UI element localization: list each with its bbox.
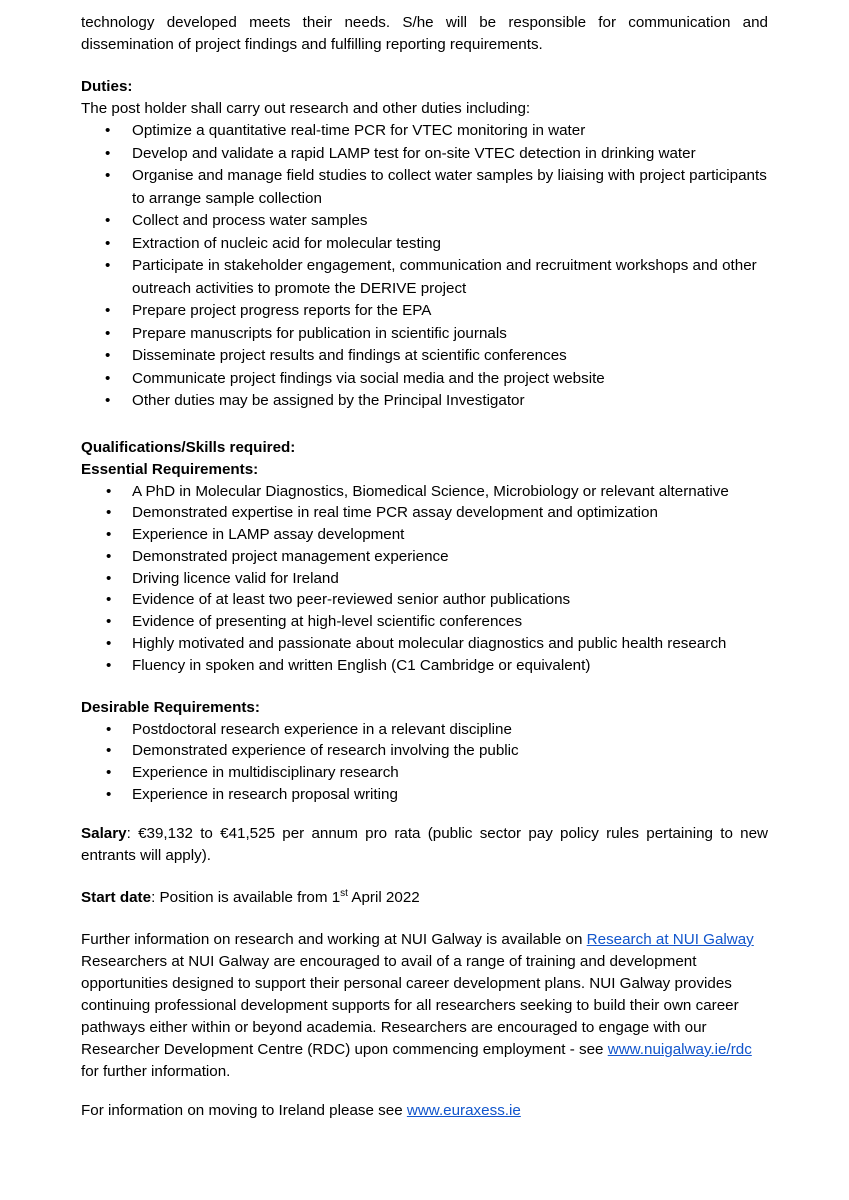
bullet-icon: • <box>106 613 112 631</box>
bullet-icon: • <box>106 569 112 587</box>
duties-list <box>81 120 768 413</box>
ordinal-suffix: st <box>340 887 348 899</box>
start-date-paragraph: Start date: Position is available from 1st April 2022 <box>81 887 420 906</box>
list-item: • Prepare project progress reports for the EPA <box>81 300 768 323</box>
start-date-label: Start date <box>81 888 152 906</box>
list-item: • Highly motivated and passionate about molecular diagnostics and public health research <box>81 633 768 655</box>
bullet-icon: • <box>106 786 112 804</box>
list-item: • Driving licence valid for Ireland <box>81 568 768 590</box>
list-item: • Fluency in spoken and written English (C1 Cambridge or equivalent) <box>81 655 768 677</box>
list-item: • Extraction of nucleic acid for molecular testing <box>81 233 768 256</box>
bullet-icon: • <box>106 635 112 653</box>
list-item: • Other duties may be assigned by the Principal Investigator <box>81 390 768 413</box>
bullet-icon: • <box>106 547 112 565</box>
list-item: • Collect and process water samples <box>81 210 768 233</box>
list-item: • Demonstrated expertise in real time PCR assay development and optimization <box>81 502 768 524</box>
list-item: • Experience in multidisciplinary research <box>81 762 768 784</box>
duties-heading: Duties: <box>81 78 133 95</box>
research-at-nui-galway-link[interactable]: Research at NUI Galway <box>586 930 754 948</box>
essential-list <box>81 481 768 677</box>
bullet-icon: • <box>106 591 112 609</box>
desirable-heading: Desirable Requirements: <box>81 698 260 716</box>
list-item: • Communicate project findings via social media and the project website <box>81 368 768 391</box>
list-item: • Develop and validate a rapid LAMP test for on-site VTEC detection in drinking water <box>81 143 768 166</box>
bullet-icon: • <box>106 742 112 760</box>
list-item: • Organise and manage field studies to collect water samples by liaising with project participants to arrange sample collection <box>105 167 767 207</box>
bullet-icon: • <box>105 392 111 409</box>
list-item: • Postdoctoral research experience in a relevant discipline <box>81 719 768 741</box>
qualifications-heading: Qualifications/Skills required: <box>81 438 296 456</box>
bullet-icon: • <box>105 122 111 139</box>
rdc-link[interactable]: www.nuigalway.ie/rdc <box>607 1040 752 1058</box>
document-page <box>81 12 768 1122</box>
salary-paragraph <box>81 823 768 867</box>
list-item: • Demonstrated project management experience <box>81 546 768 568</box>
list-item: • Prepare manuscripts for publication in scientific journals <box>81 323 768 346</box>
bullet-icon: • <box>106 764 112 782</box>
list-item: • Experience in research proposal writing <box>81 784 768 806</box>
bullet-icon: • <box>105 167 111 184</box>
bullet-icon: • <box>105 347 111 364</box>
salary-label: Salary <box>81 824 127 842</box>
bullet-icon: • <box>106 482 112 500</box>
bullet-icon: • <box>105 324 111 342</box>
euraxess-link[interactable]: www.euraxess.ie <box>406 1101 521 1119</box>
list-item: • Experience in LAMP assay development <box>81 524 768 546</box>
bullet-icon: • <box>105 212 111 229</box>
list-item: • Demonstrated experience of research involving the public <box>81 740 768 762</box>
moving-info-paragraph: For information on moving to Ireland please see www.euraxess.ie <box>81 1101 521 1119</box>
list-item: • Disseminate project results and findings at scientific conferences <box>81 345 768 368</box>
bullet-icon: • <box>106 720 112 738</box>
intro-paragraph: technology developed meets their needs. S/he will be responsible for communication and dissemination of project findings and fulfilling reporting requirements. <box>81 14 768 53</box>
bullet-icon: • <box>105 234 111 252</box>
list-item: • Optimize a quantitative real-time PCR for VTEC monitoring in water <box>81 120 768 143</box>
desirable-list <box>81 719 768 806</box>
list-item: • A PhD in Molecular Diagnostics, Biomedical Science, Microbiology or relevant alternative <box>81 481 768 503</box>
bullet-icon: • <box>106 656 112 674</box>
bullet-icon: • <box>105 302 111 319</box>
list-item: • Participate in stakeholder engagement, communication and recruitment workshops and other outreach activities to promote the DERIVE project <box>105 257 757 297</box>
bullet-icon: • <box>105 369 111 387</box>
essential-heading: Essential Requirements: <box>81 460 259 478</box>
duties-lead: The post holder shall carry out research and other duties including: <box>81 100 531 117</box>
bullet-icon: • <box>105 257 111 274</box>
list-item: • Evidence of at least two peer-reviewed senior author publications <box>81 589 768 611</box>
bullet-icon: • <box>106 526 112 544</box>
bullet-icon: • <box>105 144 111 162</box>
further-info-paragraph: Further information on research and working at NUI Galway is available on Research at NUI Galway Researchers at NUI Galway are encouraged to avail of a range of training and development opportunities designed to support their personal career development plans. NUI Galway provides continuing professional development supports for all researchers seeking to build their own career pathways either within or beyond academia. Researchers are encouraged to engage with our Researcher Development Centre (RDC) upon commencing employment - see www.nuigalway.ie/rdc for further information. <box>81 930 754 1080</box>
bullet-icon: • <box>106 504 112 522</box>
salary-text: : €39,132 to €41,525 per annum pro rata (public sector pay policy rules pertaining to new entrants will apply). <box>81 824 768 864</box>
list-item: • Evidence of presenting at high-level scientific conferences <box>81 611 768 633</box>
